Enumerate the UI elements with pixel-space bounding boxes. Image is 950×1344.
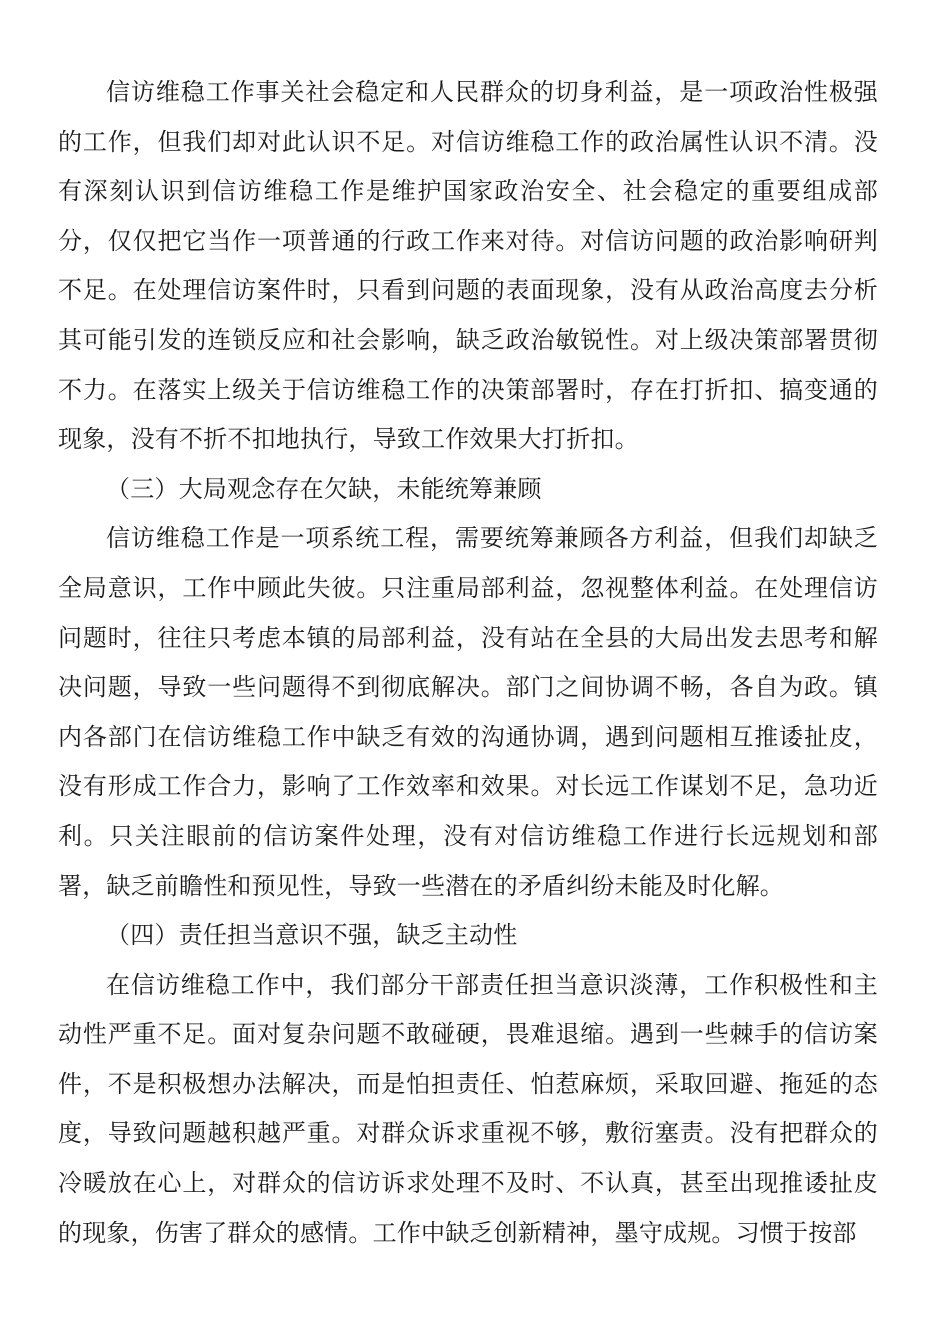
paragraph-responsibility: 在信访维稳工作中，我们部分干部责任担当意识淡薄，工作积极性和主动性严重不足。面对复杂问题不敢碰硬，畏难退缩。遇到一些棘手的信访案件，不是积极想办法解决，而是怕担责任、怕惹麻烦，采取回避、拖延的态度，导致问题越积越严重。对群众诉求重视不够，敷衍塞责。没有把群众的冷暖放在心上，对群众的信访诉求处理不及时、不认真，甚至出现推诿扯皮的现象，伤害了群众的感情。工作中缺乏创新精神，墨守成规。习惯于按部 bbox=[58, 970, 878, 1247]
paragraph-political-awareness: 信访维稳工作事关社会稳定和人民群众的切身利益，是一项政治性极强的工作，但我们却对此认识不足。对信访维稳工作的政治属性认识不清。没有深刻认识到信访维稳工作是维护国家政治安全、社会稳定的重要组成部分，仅仅把它当作一项普通的行政工作来对待。对信访问题的政治影响研判不足。在处理信访案件时，只看到问题的表面现象，没有从政治高度去分析其可能引发的连锁反应和社会影响，缺乏政治敏锐性。对上级决策部署贯彻不力。在落实上级关于信访维稳工作的决策部署时，存在打折扣、搞变通的现象，没有不折不扣地执行，导致工作效果大打折扣。 bbox=[58, 78, 878, 454]
section-heading-4: （四）责任担当意识不强，缺乏主动性 bbox=[106, 921, 518, 950]
paragraph-overall-view: 信访维稳工作是一项系统工程，需要统筹兼顾各方利益，但我们却缺乏全局意识，工作中顾此失彼。只注重局部利益，忽视整体利益。在处理信访问题时，往往只考虑本镇的局部利益，没有站在全县的大局出发去思考和解决问题，导致一些问题得不到彻底解决。部门之间协调不畅，各自为政。镇内各部门在信访维稳工作中缺乏有效的沟通协调，遇到问题相互推诿扯皮，没有形成工作合力，影响了工作效率和效果。对长远工作谋划不足，急功近利。只关注眼前的信访案件处理，没有对信访维稳工作进行长远规划和部署，缺乏前瞻性和预见性，导致一些潜在的矛盾纠纷未能及时化解。 bbox=[58, 524, 878, 900]
section-heading-3: （三）大局观念存在欠缺，未能统筹兼顾 bbox=[106, 474, 542, 503]
